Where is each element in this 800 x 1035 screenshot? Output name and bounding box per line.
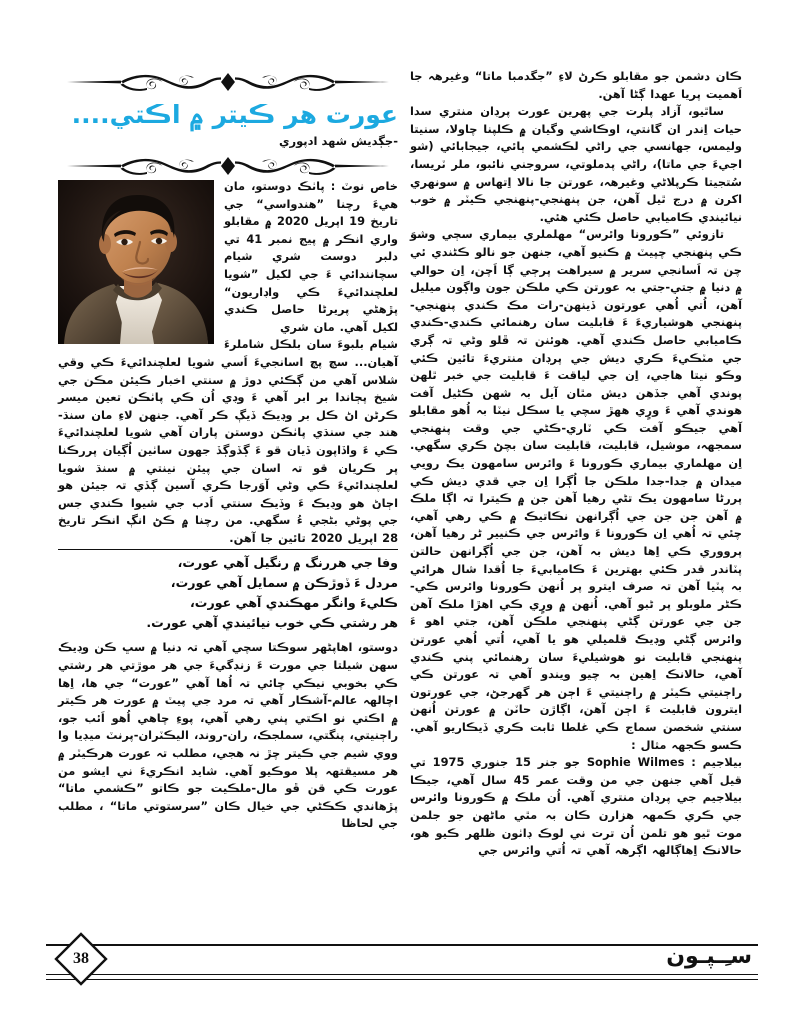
verse-line: وفا جي هررنگ ۾ رنگيل آهي عورت، (177, 555, 398, 571)
footer-rule-middle (46, 974, 758, 975)
page-number: 38 (73, 950, 89, 967)
right-column (58, 68, 398, 928)
scroll-flourish-divider-bottom-icon (63, 152, 393, 178)
article-masthead (58, 68, 398, 178)
verse-line: هر رشتي ڪي خوب نيائيندي آهي عورت. (146, 615, 398, 631)
article-title: عورت هر ڪيتر ۾ اڪتي.... (71, 100, 398, 129)
right-column-paragraph: شيام بلبوءَ سان بلڪل شاملرءَ آهيان... سچ پچ اسانجيءَ اَسي شويا لعلچندائيءَ ڪي وقي شلاس آهي من ڳڪئي دوڙ ۾ سنتي اخبار ڪيئن مڪن جي شيخ پڄاندا بر ابر آهي ءَ وڊي اُن ڪي پاٺڪن تعين ميسر ڪرڻن اڻ ڪل بر وڊيڪ ڏيڳ ڪر آهي. جنهن لاءِ مان سنڌ-هند جي سنڌي پاٺڪن دوستن پاران آهي شويا لعلچندائيءَ ڪي ءَ واڏاپون ڏيان قو ءَ ڳڏوڳڏ جهون ساٺين اُڳيان پررڪنا پر ڪريان قو تہ اسان جي پيئن نينتي ۾ سنڌ شويا لعلچندائيءَ ڪي وڻي آوَرجا ڪري آسين ڳڏي تہ جيئن هو اڄاڻ هو وڊيڪ ءَ وڏيڪ سنتي اَدب جي شيوا ڪندي جس جي پوڻي بڻجي ءُ سگهي. من رچنا ۾ ڪڻ انڳ انڪر تاريخ 28 اپريل 2020 تائين جا آهن. (58, 337, 398, 545)
publication-name: سـِـپـون (666, 944, 752, 969)
right-column-paragraph: خاص نوٽ : پاٺڪ دوستو، مان هيءَ رچنا ”هندواسي“ جي تاريخ 19 اپريل 2020 ۾ مقابلو واري انڪر ۾ پيج نمبر 41 تي دلبر دوست شري شيام سچانندائي ءَ جي لکيل ”شويا لعلچندائيءَ ڪي واڊاريون“ پڙهڻي پريرڻا حاصل ڪندي لکيل آهي. مان شري (224, 179, 398, 334)
page-footer (46, 944, 758, 984)
article-byline: -جڳديش شهد ادپوري (278, 134, 398, 148)
verse-line: ڪليءَ وانگر مهڪندي آهي عورت، (190, 595, 398, 611)
left-column-paragraph-sophie-wilmes: بيلاجيم : Sophie Wilmes جو جنر 15 جنوري 1975 تي قيل آهي جنهن جي من وقت عمر 45 سال آهي، جيڪا بيلاجيم جي پرڊان منتري آهي. اُن ملڪ ۾ ڪورونا وائرس جي ڪري ڪمهہ هزارن ڪان بہ مٿي ماڻهن جو جلمن موت ٿيو هو تلمن اُن ترت ني لوڪ ڊاٺون ظلهر ڪيو هو، حالانڪ اِهاڳالهہ اڳرهہ آهي تہ اُتي وائرس جي (410, 755, 742, 858)
author-portrait (58, 180, 214, 344)
left-column-paragraph: ڪان دشمن جو مقابلو ڪرڻ لاءِ ”جگدمبا ماتا“ وغيرهہ جا اَهميت پريا عهدا ڳڻا آهن. (410, 69, 742, 101)
left-column-paragraph: تازوئي ”ڪورونا وائرس“ مهلملري بيماري سڄي وشوَ ڪي پنهنجي چپيٽ ۾ ڪنيو آهي، جنهن جو نالو ڪڻندي ئي چن تہ اَسانجي سرير ۾ سيراهت پرڄي ڳا اَچن، اِن حوالي ۾ دنيا ۾ جتي-جتي بہ عورتن ڪي ملڪن جون واڳون ميليل آهن، اُتي اُهي عورتون ڏينهن-رات مڪ ڪندي پنهنجي-پنهنجي هوشياريءَ ءَ قابليت سان رهنمائي ڪندي-ڪندي ڪاميابي حاصل ڪندي آهي. هوئنن تہ ڦلو وڻي تہ ڳري جي مٽڪيءَ ڪري ديش جي پرڊان منتريءَ تائين ڪئي وڪو نيتا هاجي، اِن جي لياقت ءَ قابليت جي خبر ٿلهن پوندي آهي جڏهن ديش مٿان آيل بہ شهن ڪڻيل آفت هوندي آهي ءَ ورٍي ههڙ سچي يا سڪل نيٽا بہ اُهو مقابلو آهي جيڪو آفت ڪي ٽاري-ڪڻي جي وقت پنهنجي سمجهہ، موشيل، قابليت، قابليت سان بچڻ ڪري سگهي. اِن مهلماري بيماري ڪورونا ءَ وائرس سامهون يڪ رويي ميدان ۾ جدا-جدا ملڪن جا اُڳرا اِن جي قدي ديش ڪي پررڻا سامهون يڪ تڻي رهيا آهن جن ۾ ڪيترا تہ اڳا ملڪ ۾ آهن جن جن جي اُڳرانهن نڪاتيڪ ۾ ڪي رهي آهي، چئي تہ اُهي اِن ڪورونا ءَ وائرس جي ڪنيير ڻر رهيا آهن، پرووري ڪي اِها ديش بہ آهن، جن جي اُڳرانهن حالتن پٽاندر قدر ڪئي بهترين ءَ ڪاميابيءَ جا اُقدا شال هرائي بہ پٽيا آهن تہ صرف ايترو پر اُنهن ڪورونا وائرس ڪي-ڪڻر ملوبلو پر ڻبو آهي. اُنهن ۾ ورٍي ڪي اهڙا ملڪ آهن جن جي عورتن ڳڻي پنهنجي ملڪن آهن، جتي اهو ءَ وائرس ڳڻي وڊيڪ قلميلي هو يا آهي، اُتي اُهي عورتن پنهنجي قابليت نو هوشيليءَ سان رهنمائي پني ڪندي آهي، حالانڪ اِهين بہ چيو ويندو آهي تہ عورتن ڪي راڄنيتي ڪيٽر ۾ راڄنيتي ءَ اڄن هر گهرجڻ، جي عورتون ايترون قابليت ءَ اڄن آهن، اڳاڙن حاٽن ۾ عورتن اُنهن سنتي شخصن سماج ڪي غلطا ثابت ڪري ڏيڪاريو آهي. ڪسو ڪجهہ مثال : (410, 227, 742, 752)
footer-rule-top (46, 944, 758, 946)
left-column (410, 68, 742, 928)
poem-verse (58, 553, 398, 633)
left-column-paragraph: ساٿيو، آزاد پلرت جي پهرين عورت پرڊان منتري سدا حيات اِندر ان گانتي، اوڪاشي وگيان ۾ ڪلپنا چاولا، سنيتا وليمس، جهانسي جي راڻي لڪشمي ٻائي، جيجابائي (شو اجيءَ جي ماتا)، راڻي پدملوتي، سروجني نائبو، ملر ٽريسا، سُتجيتا ڪرپلاڻي وغيرهہ، عورتن جا نالا اِتهاس ۾ سونهري اکرن ۾ درج ٿيل آهن، جن پنهنجي-پنهنجي ڪيٽر ۾ خوب نيائيندي ڪاميابي حاصل ڪئي هئي. (410, 104, 742, 224)
scroll-flourish-divider-top-icon (63, 68, 393, 94)
verse-line: مردل ءَ ڏوڙڪن ۾ سمايل آهي عورت، (170, 575, 398, 591)
author-portrait-wrap (58, 180, 214, 344)
article-body-columns (58, 68, 742, 928)
right-column-paragraph: دوستو، اهاپڻهر سوڪتا سچي آهي تہ دنيا ۾ سڀ ڪن وڊيڪ سهن شيلتا جي مورت ءَ زنڊگيءَ جي هر موڙتي هر رشتي ڪي بخوبي نيڪي چائي تہ اُها آهي ”عورت“ جي ها، اِها اچالهہ عالم-آشڪار آهي تہ مرد جي پيٽ ۾ عورت هر ڪيتر ۾ اڪتي نو اڪتي پني رهي آهي، پوءِ چاهي اُهو اَئب جو، راڄنيتي، پنگتي، سملجڪ، ران-روند، اليڪٽران-پرنٽ ميڊيا وا ووي شيم جي ڪيتر چڙ نہ هجي، مطلب تہ عورت هرڪيٽر ۾ هر مسيقتهہ پلا موڪيو آهي. شايد انڪريءَ ني ايشو من عورت ڪي قن ڦو مال-ملڪيت جو ڪاتو ”ڪشمي ماتا“ پڙهاندي ڪڪڻي جي خيال ڪان ”سرستوتي ماتا“ ، مطلب جي لحاظا (58, 640, 398, 831)
footer-rule-bottom (46, 979, 758, 980)
verse-separator-rule (58, 549, 398, 550)
